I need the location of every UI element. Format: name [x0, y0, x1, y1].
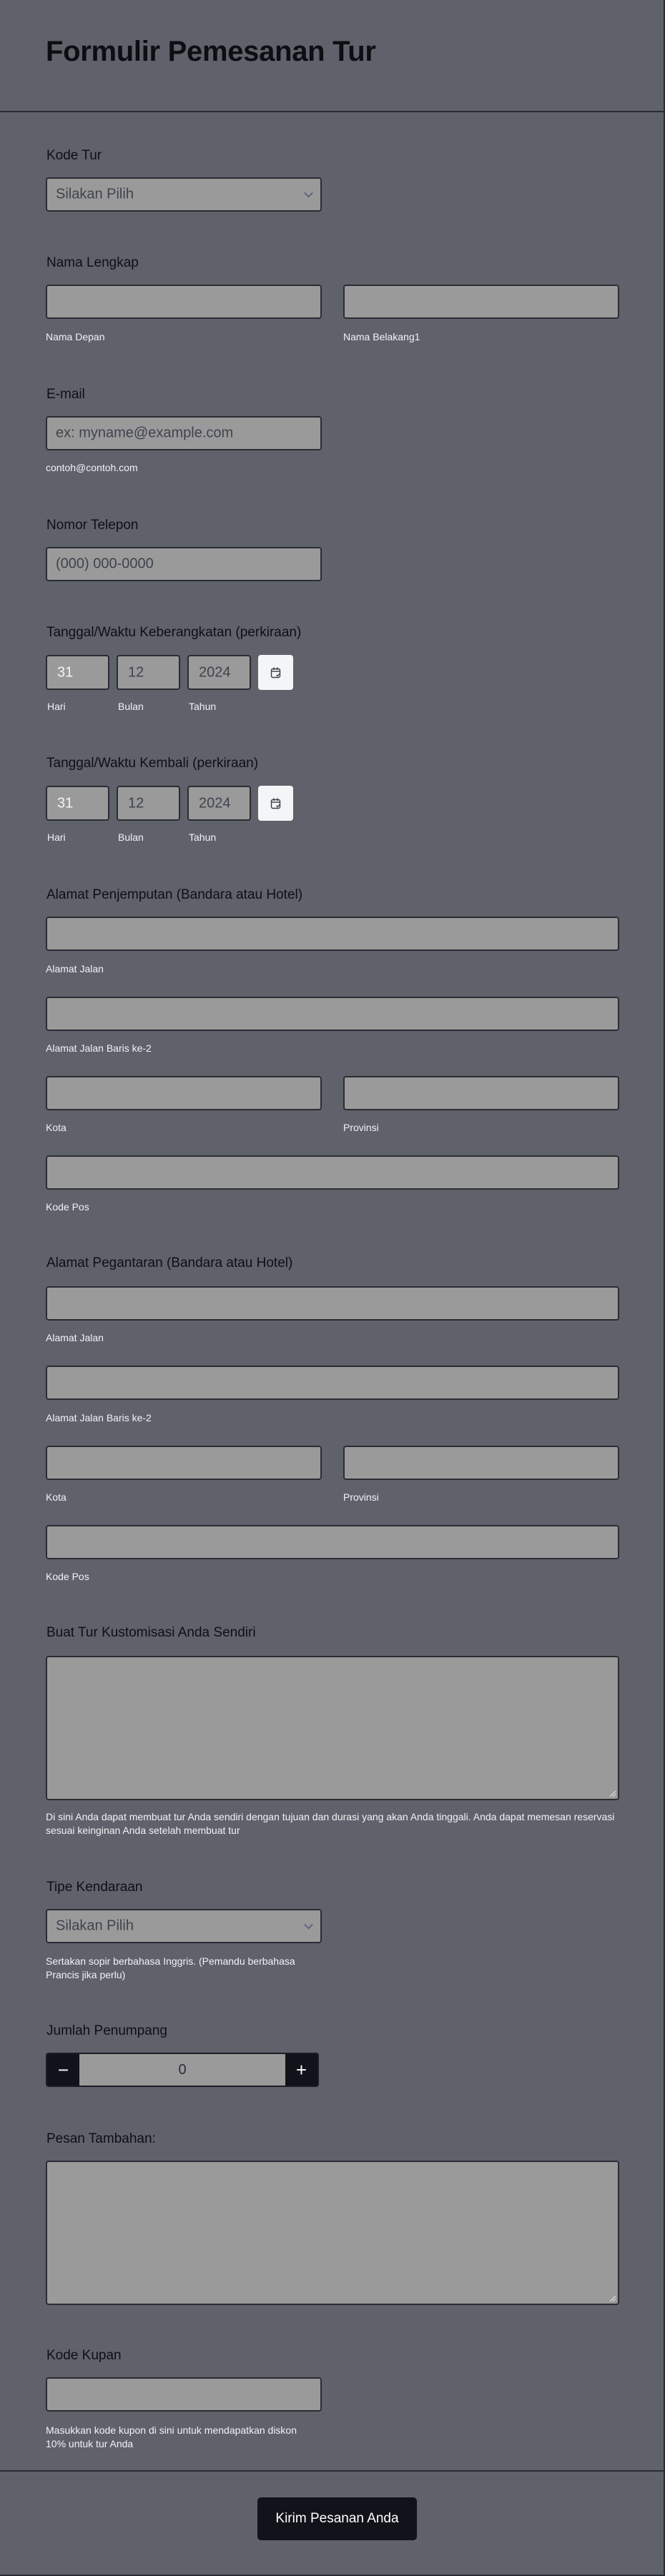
departure-month-sublabel: Bulan [118, 701, 144, 712]
increment-button[interactable] [285, 2054, 317, 2086]
departure-year-value: 2024 [199, 664, 231, 680]
pickup-province-input[interactable] [343, 1076, 619, 1110]
dropoff-street-sublabel: Alamat Jalan [46, 1332, 104, 1343]
first-name-input[interactable] [46, 285, 322, 319]
footer-divider [0, 2470, 664, 2472]
tour-code-label: Kode Tur [46, 148, 102, 163]
email-label: E-mail [46, 387, 85, 402]
message-label: Pesan Tambahan: [46, 2131, 156, 2146]
coupon-label: Kode Kupan [46, 2348, 122, 2363]
custom-tour-textarea[interactable] [46, 1656, 619, 1800]
dropoff-street2-sublabel: Alamat Jalan Baris ke-2 [46, 1412, 152, 1423]
return-month-sublabel: Bulan [118, 831, 144, 843]
vehicle-label: Tipe Kendaraan [46, 1880, 143, 1895]
full-name-label: Nama Lengkap [46, 255, 139, 270]
pickup-postal-input[interactable] [46, 1155, 619, 1190]
pickup-street2-input[interactable] [46, 997, 619, 1031]
dropoff-city-input[interactable] [46, 1446, 322, 1480]
pickup-province-sublabel: Provinsi [343, 1122, 379, 1133]
message-textarea[interactable] [46, 2161, 619, 2305]
return-year-sublabel: Tahun [189, 831, 217, 843]
dropoff-street2-input[interactable] [46, 1366, 619, 1400]
resize-handle-icon[interactable] [610, 2296, 616, 2301]
return-label: Tanggal/Waktu Kembali (perkiraan) [46, 756, 259, 771]
coupon-input[interactable] [46, 2377, 322, 2412]
resize-handle-icon[interactable] [610, 1791, 616, 1797]
departure-month-input[interactable] [117, 655, 180, 690]
calendar-check-icon [270, 666, 282, 679]
departure-calendar-button[interactable] [258, 655, 293, 690]
pickup-label: Alamat Penjemputan (Bandara atau Hotel) [46, 887, 303, 902]
pickup-street2-sublabel: Alamat Jalan Baris ke-2 [46, 1042, 152, 1054]
vehicle-select[interactable] [46, 1909, 322, 1943]
dropoff-province-input[interactable] [343, 1446, 619, 1480]
email-sublabel: contoh@contoh.com [46, 462, 138, 473]
dropoff-city-sublabel: Kota [46, 1491, 66, 1503]
last-name-sublabel: Nama Belakang1 [343, 331, 420, 342]
dropoff-postal-sublabel: Kode Pos [46, 1571, 89, 1582]
page-title: Formulir Pemesanan Tur [46, 36, 376, 67]
departure-month-value: 12 [128, 664, 144, 680]
phone-input[interactable] [46, 547, 322, 581]
first-name-sublabel: Nama Depan [46, 331, 105, 342]
dropoff-label: Alamat Pegantaran (Bandara atau Hotel) [46, 1255, 293, 1270]
submit-button[interactable]: Kirim Pesanan Anda [257, 2497, 417, 2540]
return-day-input[interactable] [46, 786, 109, 821]
custom-tour-help: Di sini Anda dapat membuat tur Anda sendiri dengan tujuan dan durasi yang akan Anda tinggali. Anda dapat memesan reservasi sesuai keinginan Anda setelah membuat tur [46, 1811, 615, 1836]
pickup-city-sublabel: Kota [46, 1122, 66, 1133]
plus-icon: + [295, 2058, 307, 2081]
chevron-down-icon [304, 189, 313, 198]
return-year-value: 2024 [199, 795, 231, 811]
return-year-input[interactable] [187, 786, 251, 821]
custom-tour-label: Buat Tur Kustomisasi Anda Sendiri [46, 1625, 256, 1640]
vehicle-selected: Silakan Pilih [56, 1918, 134, 1934]
pickup-street-input[interactable] [46, 917, 619, 951]
return-day-sublabel: Hari [47, 831, 66, 843]
passengers-stepper [46, 2053, 319, 2087]
return-calendar-button[interactable] [258, 786, 293, 821]
dropoff-province-sublabel: Provinsi [343, 1491, 379, 1503]
tour-code-select[interactable] [46, 177, 322, 212]
email-placeholder: ex: myname@example.com [56, 425, 234, 441]
last-name-input[interactable] [343, 285, 619, 319]
departure-year-sublabel: Tahun [189, 701, 217, 712]
departure-label: Tanggal/Waktu Keberangkatan (perkiraan) [46, 625, 302, 640]
coupon-help: Masukkan kode kupon di sini untuk mendapatkan diskon 10% untuk tur Anda [46, 2424, 297, 2449]
vehicle-help: Sertakan sopir berbahasa Inggris. (Pemandu berbahasa Prancis jika perlu) [46, 1955, 295, 1980]
minus-icon: − [57, 2058, 69, 2081]
pickup-city-input[interactable] [46, 1076, 322, 1110]
decrement-button[interactable] [47, 2054, 79, 2086]
email-input[interactable] [46, 416, 322, 450]
return-day-value: 31 [57, 795, 74, 811]
passengers-label: Jumlah Penumpang [46, 2023, 167, 2038]
departure-day-value: 31 [57, 664, 74, 680]
departure-day-input[interactable] [46, 655, 109, 690]
pickup-street-sublabel: Alamat Jalan [46, 963, 104, 974]
dropoff-postal-input[interactable] [46, 1525, 619, 1559]
passengers-input[interactable]: 0 [79, 2054, 285, 2086]
pickup-postal-sublabel: Kode Pos [46, 1201, 89, 1213]
departure-year-input[interactable] [187, 655, 251, 690]
tour-code-selected: Silakan Pilih [56, 186, 134, 202]
dropoff-street-input[interactable] [46, 1286, 619, 1321]
phone-placeholder: (000) 000-0000 [56, 556, 154, 572]
return-month-input[interactable] [117, 786, 180, 821]
departure-day-sublabel: Hari [47, 701, 66, 712]
phone-label: Nomor Telepon [46, 518, 139, 533]
calendar-check-icon [270, 797, 282, 810]
header-divider [0, 111, 664, 112]
chevron-down-icon [304, 1920, 313, 1930]
return-month-value: 12 [128, 795, 144, 811]
